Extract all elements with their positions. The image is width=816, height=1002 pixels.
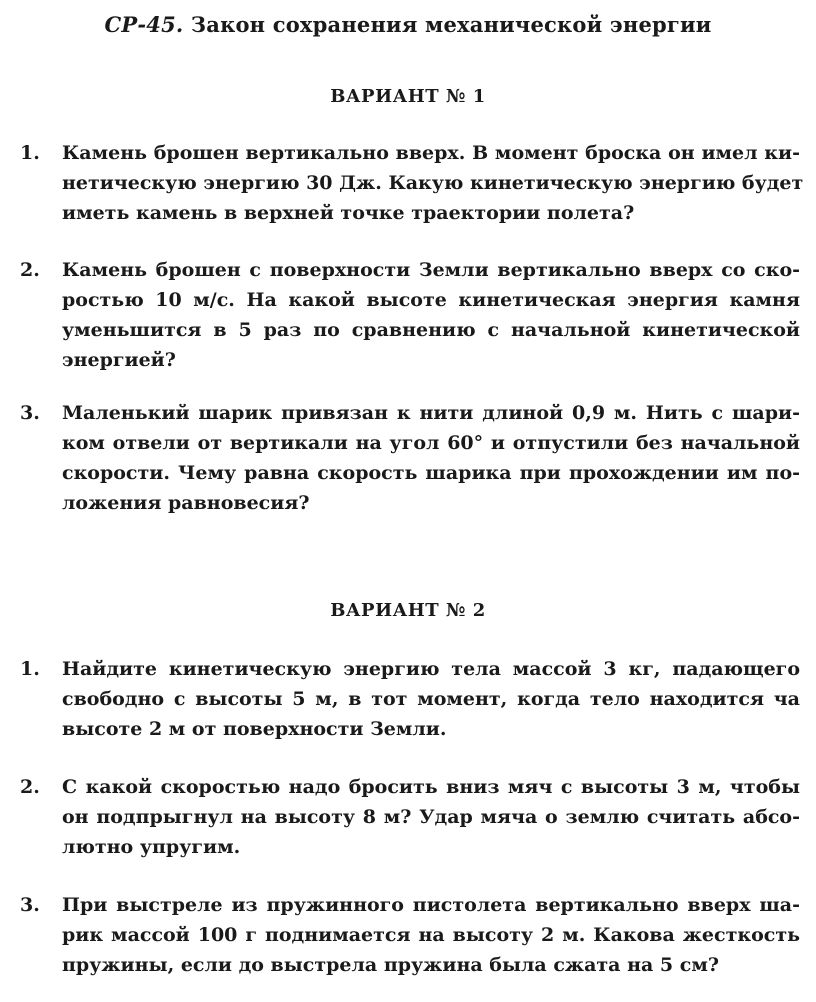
task-line: уменьшится в 5 раз по сравнению с начальной кинетической — [62, 319, 800, 341]
task-number: 1. — [20, 142, 40, 164]
task-text — [62, 255, 800, 375]
task-line: свободно с высоты 5 м, в тот момент, когда тело находится ча — [62, 688, 800, 710]
work-code: СР-45. — [104, 12, 184, 37]
task-text — [62, 654, 800, 744]
task-line: Маленький шарик привязан к нити длиной 0,9 м. Нить с шари- — [62, 402, 800, 424]
task-number: 3. — [20, 894, 40, 916]
task-line: Найдите кинетическую энергию тела массой 3 кг, падающего — [62, 658, 800, 680]
task-line: скорости. Чему равна скорость шарика при прохождении им по- — [62, 462, 800, 484]
task-line: рик массой 100 г поднимается на высоту 2 м. Какова жесткость — [62, 924, 800, 946]
task-text — [62, 890, 800, 980]
task-line: ростью 10 м/с. На какой высоте кинетическая энергия камня — [62, 289, 800, 311]
task-line: Камень брошен с поверхности Земли вертикально вверх со ско- — [62, 259, 800, 281]
task-line: иметь камень в верхней точке траектории полета? — [62, 202, 635, 224]
variant-1-heading: ВАРИАНТ № 1 — [330, 86, 486, 107]
task-line: ком отвели от вертикали на угол 60° и отпустили без начальной — [62, 432, 800, 454]
task-line: энергией? — [62, 349, 176, 371]
task-line: Камень брошен вертикально вверх. В момент броска он имел ки- — [62, 142, 800, 164]
task-line: высоте 2 м от поверхности Земли. — [62, 718, 447, 740]
task-line: лютно упругим. — [62, 836, 241, 858]
task-line: ложения равновесия? — [62, 492, 310, 514]
task-number: 2. — [20, 776, 40, 798]
task-text — [62, 398, 800, 518]
task-line: он подпрыгнул на высоту 8 м? Удар мяча о землю считать абсо- — [62, 806, 800, 828]
task-line: нетическую энергию 30 Дж. Какую кинетическую энергию будет — [62, 172, 804, 194]
task-text — [62, 138, 804, 228]
task-line: При выстреле из пружинного пистолета вертикально вверх ша- — [62, 894, 800, 916]
variant-2-heading: ВАРИАНТ № 2 — [330, 600, 486, 621]
task-number: 2. — [20, 259, 40, 281]
task-line: пружины, если до выстрела пружина была сжата на 5 см? — [62, 954, 719, 976]
task-number: 3. — [20, 402, 40, 424]
task-line: С какой скоростью надо бросить вниз мяч с высоты 3 м, чтобы — [62, 776, 800, 798]
work-topic: Закон сохранения механической энергии — [183, 12, 712, 37]
page-title — [0, 12, 816, 37]
task-number: 1. — [20, 658, 40, 680]
task-text — [62, 772, 800, 862]
